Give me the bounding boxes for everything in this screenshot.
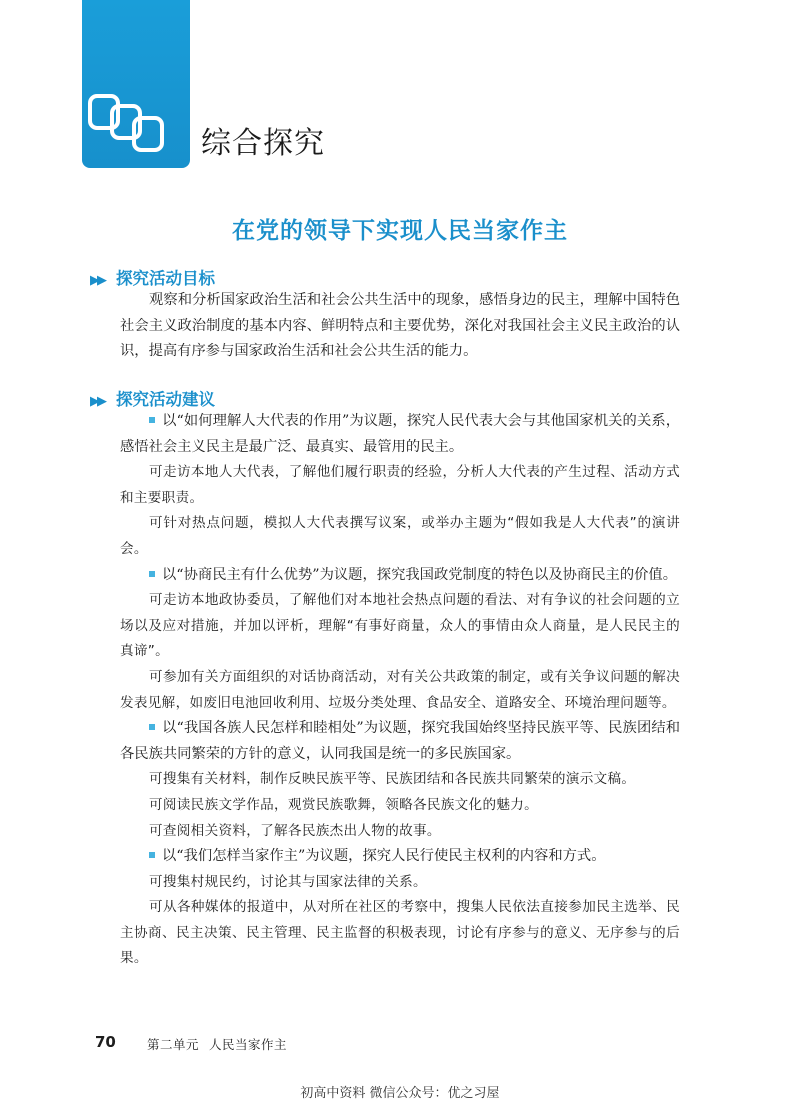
goals-section (120, 288, 680, 365)
bullet-icon (149, 852, 155, 858)
item-text: 可针对热点问题，模拟人大代表撰写议案，或举办主题为“假如我是人大代表”的演讲会。 (120, 515, 680, 557)
suggestions-section (120, 409, 680, 972)
section-title: 综合探究 (201, 126, 325, 161)
linked-squares-icon (88, 94, 168, 158)
topic-item (120, 563, 680, 589)
activity-item (120, 819, 680, 845)
activity-item (120, 460, 680, 511)
item-text: 可阅读民族文学作品，观赏民族歌舞，领略各民族文化的魅力。 (149, 796, 539, 813)
item-text: 可参加有关方面组织的对话协商活动，对有关公共政策的制定，或有关争议问题的解决发表见解，如废旧电池回收利用、垃圾分类处理、食品安全、道路安全、环境治理问题等。 (120, 668, 680, 711)
activity-item (120, 767, 680, 793)
topic-item (120, 716, 680, 767)
activity-item (120, 511, 680, 562)
item-text: 以“如何理解人大代表的作用”为议题，探究人民代表大会与其他国家机关的关系，感悟社会主义民主是最广泛、最真实、最管用的民主。 (120, 413, 680, 455)
page-number: 70 (95, 1033, 116, 1051)
unit-title: 人民当家作主 (209, 1037, 288, 1052)
item-text: 可搜集有关材料，制作反映民族平等、民族团结和各民族共同繁荣的演示文稿。 (149, 771, 636, 788)
suggestions-heading: ▶▶ 探究活动建议 (90, 390, 215, 409)
item-text: 可走访本地政协委员，了解他们对本地社会热点问题的看法、对有争议的社会问题的立场以及应对措施，并加以评析，理解“有事好商量，众人的事情由众人商量，是人民民主的真谛”。 (120, 592, 680, 660)
double-arrow-icon: ▶▶ (90, 273, 104, 288)
activity-item (120, 793, 680, 819)
running-footer (147, 1035, 297, 1053)
bullet-icon (149, 724, 155, 730)
goals-heading: ▶▶ 探究活动目标 (90, 269, 215, 288)
item-text: 可走访本地人大代表，了解他们履行职责的经验，分析人大代表的产生过程、活动方式和主要职责。 (120, 464, 680, 506)
item-text: 以“我们怎样当家作主”为议题，探究人民行使民主权利的内容和方式。 (162, 848, 606, 865)
item-text: 可查阅相关资料，了解各民族杰出人物的故事。 (149, 822, 441, 839)
unit-label: 第二单元 (147, 1037, 200, 1052)
item-text: 以“我国各族人民怎样和睦相处”为议题，探究我国始终坚持民族平等、民族团结和各民族共同繁荣的方针的意义，认同我国是统一的多民族国家。 (120, 720, 680, 762)
goals-text: 观察和分析国家政治生活和社会公共生活中的现象，感悟身边的民主，理解中国特色社会主义政治制度的基本内容、鲜明特点和主要优势，深化对我国社会主义民主政治的认识，提高有序参与国家政治生活和社会公共生活的能力。 (120, 292, 680, 360)
activity-item (120, 588, 680, 665)
page-title: 在党的领导下实现人民当家作主 (232, 218, 568, 244)
activity-item (120, 870, 680, 896)
item-text: 可搜集村规民约，讨论其与国家法律的关系。 (149, 873, 427, 890)
topic-item (120, 409, 680, 460)
bullet-icon (149, 417, 155, 423)
topic-item (120, 844, 680, 870)
item-text: 以“协商民主有什么优势”为议题，探究我国政党制度的特色以及协商民主的价值。 (162, 566, 678, 583)
item-text: 可从各种媒体的报道中，从对所在社区的考察中，搜集人民依法直接参加民主选举、民主协商、民主决策、民主管理、民主监督的积极表现，讨论有序参与的意义、无序参与的后果。 (120, 899, 680, 967)
activity-item (120, 665, 680, 716)
section-tab (82, 0, 190, 168)
double-arrow-icon: ▶▶ (90, 394, 104, 409)
bullet-icon (149, 571, 155, 577)
activity-item (120, 895, 680, 972)
source-caption: 初高中资料 微信公众号：优之习屋 (300, 1086, 500, 1101)
